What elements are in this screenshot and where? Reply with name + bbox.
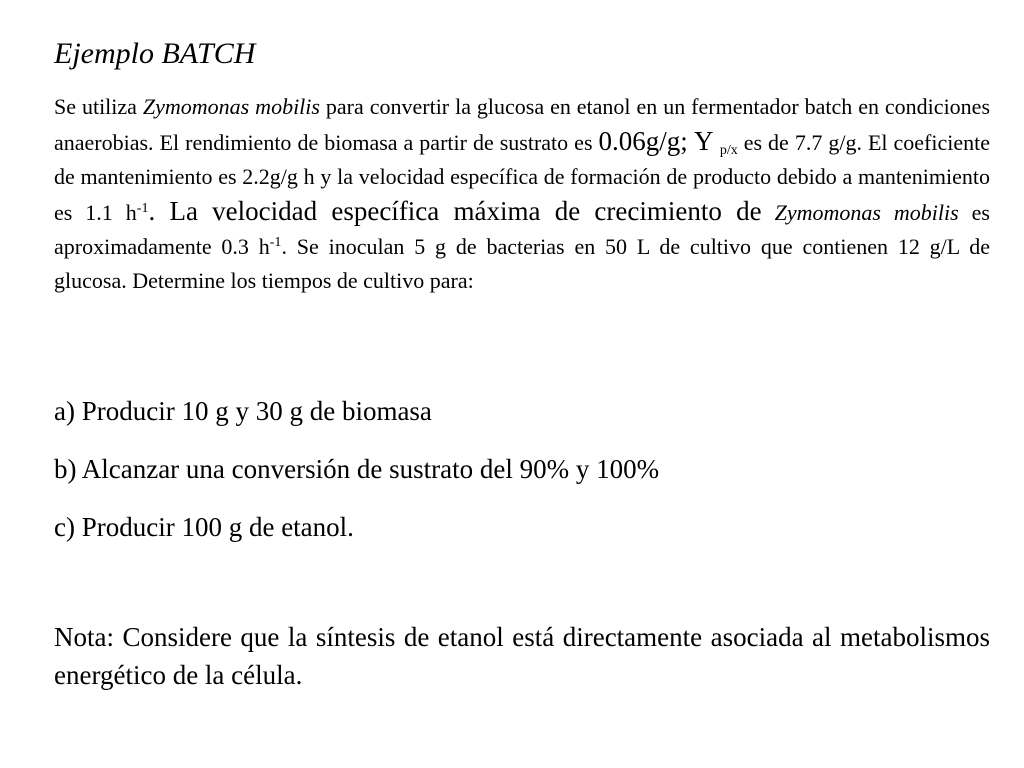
biomass-yield-value: 0.06g/g; xyxy=(598,126,688,156)
task-item-c: c) Producir 100 g de etanol. xyxy=(54,512,354,542)
task-item-b: b) Alcanzar una conversión de sustrato del 90% y 100% xyxy=(54,454,660,484)
task-item-a: a) Producir 10 g y 30 g de biomasa xyxy=(54,396,432,426)
text-segment: Se utiliza xyxy=(54,94,143,119)
text-segment: . Se inoculan 5 g de bacterias en 50 L de cultivo que contienen 12 g/L de glucosa. Determine los tiempos de cultivo para: xyxy=(54,234,990,293)
text-segment xyxy=(762,200,775,225)
text-segment: es de 7.7 g/g. El coeficiente de mantenimiento es 2.2g/g h y la velocidad específica de formación de producto debido a mantenimiento es 1.1 h xyxy=(54,130,990,225)
text-segment: . La velocidad específica máxima de crecimiento de xyxy=(148,196,762,226)
exponent: -1 xyxy=(136,201,149,216)
organism-name: Zymomonas mobilis xyxy=(142,94,320,119)
problem-statement xyxy=(54,90,990,298)
text-segment: para convertir la glucosa en etanol en un fermentador batch en condiciones anaerobias. El rendimiento de biomasa a partir de sustrato es xyxy=(54,94,991,155)
text-segment: es aproximadamente 0.3 h xyxy=(54,200,990,259)
yield-subscript: p/x xyxy=(719,143,738,158)
organism-name: Zymomonas mobilis xyxy=(774,200,959,225)
text-segment: Y xyxy=(687,126,720,156)
note: Nota: Considere que la síntesis de etanol está directamente asociada al metabolismos energético de la célula. xyxy=(54,622,990,690)
task-list xyxy=(54,394,990,568)
exponent: -1 xyxy=(269,235,282,250)
slide-title: Ejemplo BATCH xyxy=(54,37,256,70)
